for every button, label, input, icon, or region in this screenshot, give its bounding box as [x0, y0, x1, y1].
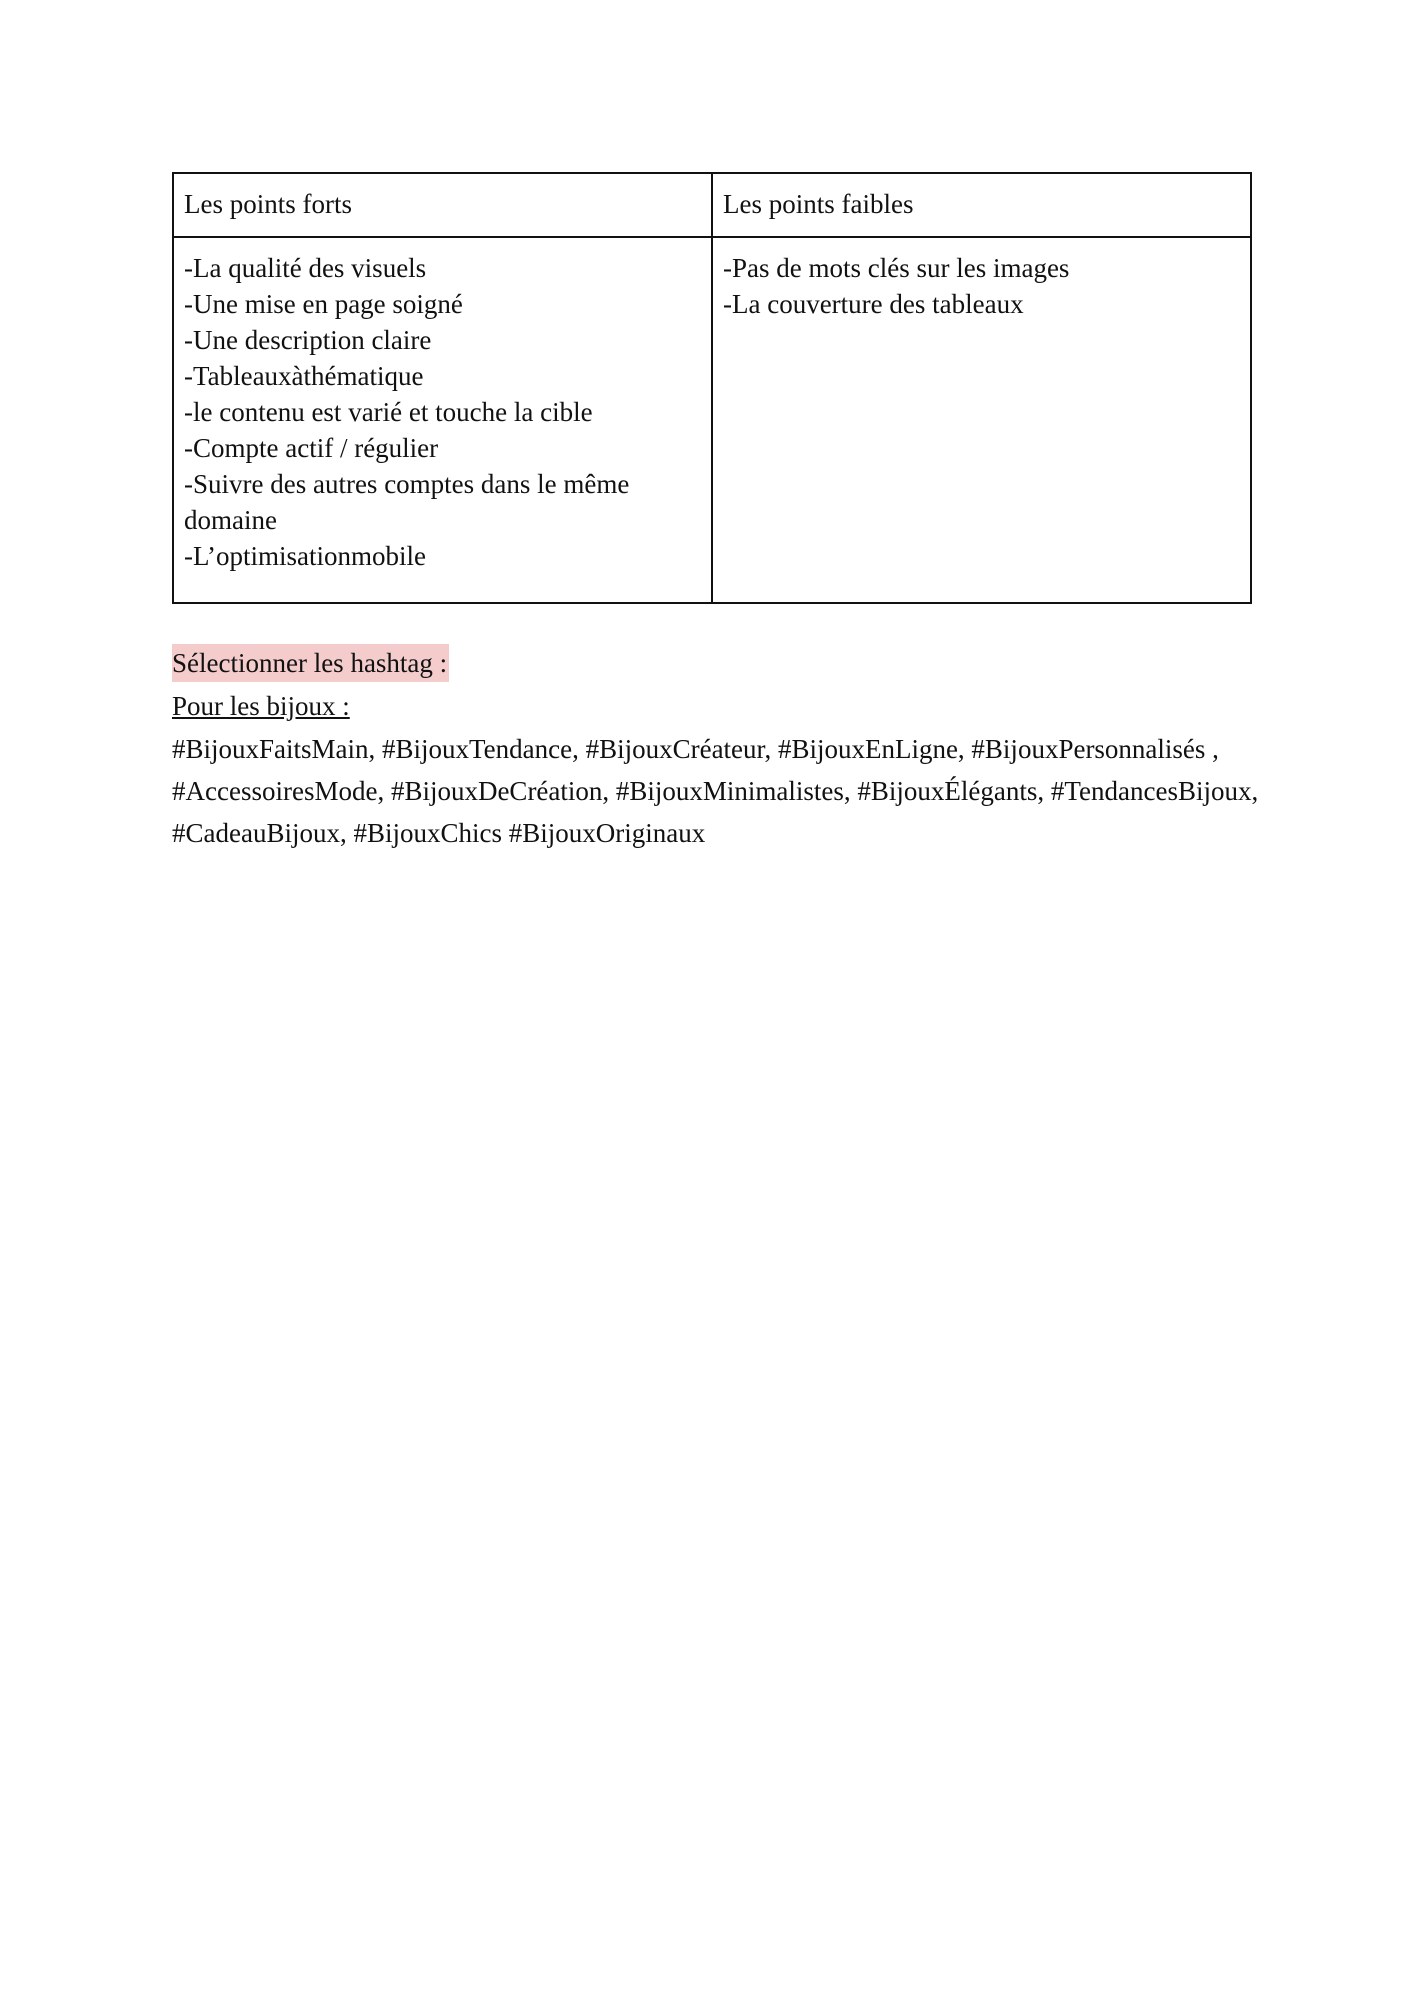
hashtag-section	[172, 644, 1282, 854]
weakness-item: -La couverture des tableaux	[723, 289, 1024, 319]
strengths-cell	[173, 237, 712, 603]
strength-item: -Une mise en page soigné	[184, 289, 463, 319]
strength-item: -Suivre des autres comptes dans le même domaine	[184, 469, 630, 535]
strength-item: -Compte actif / régulier	[184, 433, 439, 463]
strength-item: -le contenu est varié et touche la cible	[184, 397, 593, 427]
strengths-header: Les points forts	[173, 173, 712, 237]
hashtag-list: #BijouxFaitsMain, #BijouxTendance, #BijouxCréateur, #BijouxEnLigne, #BijouxPersonnalisés , #AccessoiresMode, #BijouxDeCréation, #BijouxMinimalistes, #BijouxÉlégants, #TendancesBijoux, #CadeauBijoux, #BijouxChics #BijouxOriginaux	[172, 734, 1259, 848]
strength-item: -La qualité des visuels	[184, 253, 427, 283]
strength-item: -Une description claire	[184, 325, 432, 355]
jewelry-subheading: Pour les bijoux :	[172, 691, 350, 721]
strengths-weaknesses-table	[172, 172, 1252, 604]
hashtag-heading: Sélectionner les hashtag :	[172, 644, 449, 682]
weakness-item: -Pas de mots clés sur les images	[723, 253, 1070, 283]
table-body-row	[173, 237, 1251, 603]
weaknesses-header: Les points faibles	[712, 173, 1251, 237]
strength-item: -L’optimisationmobile	[184, 541, 426, 571]
weaknesses-cell	[712, 237, 1251, 603]
strength-item: -Tableauxàthématique	[184, 361, 424, 391]
table-header-row	[173, 173, 1251, 237]
